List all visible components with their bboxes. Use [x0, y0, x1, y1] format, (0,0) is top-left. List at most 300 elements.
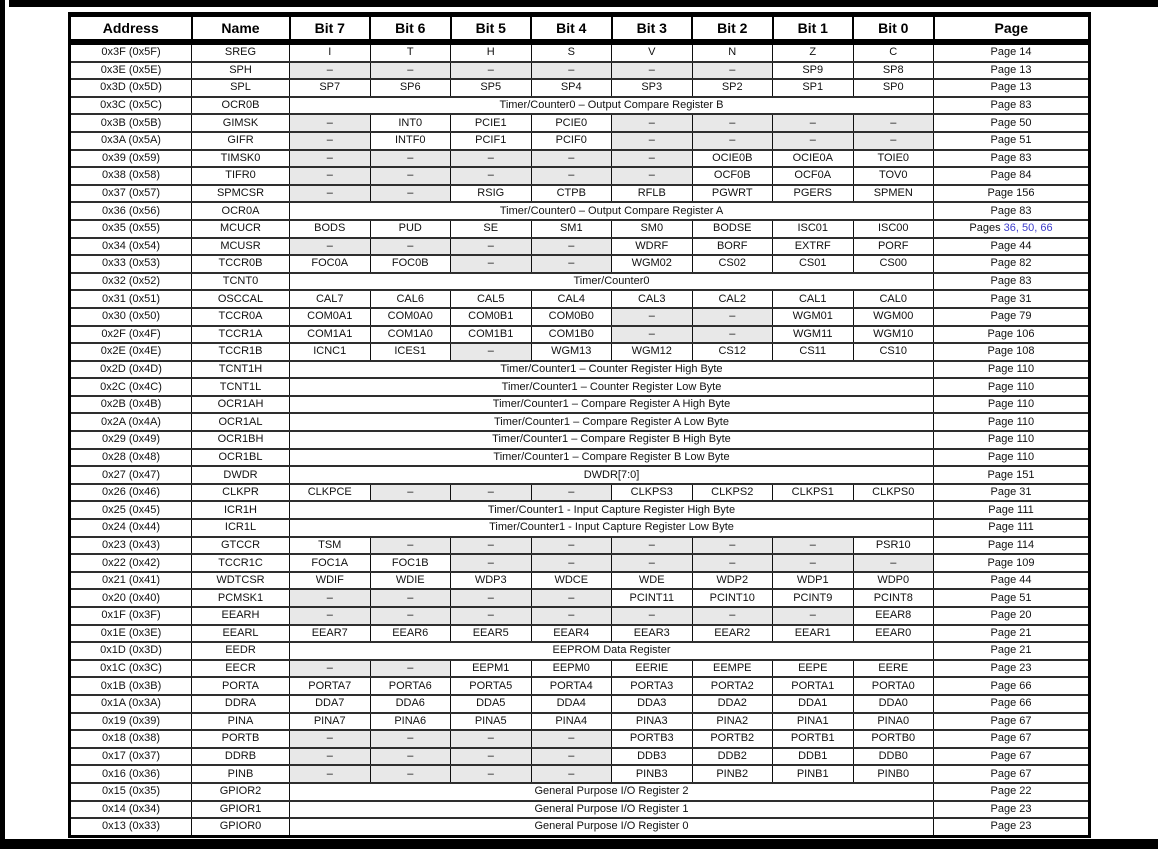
bit-cell: CS10 [853, 343, 934, 361]
table-row [70, 326, 1090, 344]
bit-cell-reserved: – [370, 765, 451, 783]
bit-cell: OCF0B [692, 167, 773, 185]
bit-cell-reserved: – [612, 308, 693, 326]
page-top-border [9, 0, 1158, 7]
bit-cell: PCIE0 [531, 114, 612, 132]
bit-cell-reserved: – [531, 748, 612, 766]
register-name-cell: TCCR0B [192, 255, 290, 273]
table-row [70, 308, 1090, 326]
register-name-cell: PORTA [192, 677, 290, 695]
bit-cell: CS01 [773, 255, 854, 273]
bit-cell-reserved: – [531, 554, 612, 572]
table-row [70, 783, 1090, 801]
bit-cell-reserved: – [853, 114, 934, 132]
page-cell: Page 51 [934, 589, 1090, 607]
register-name-cell: TCCR1B [192, 343, 290, 361]
bit-cell-reserved: – [692, 308, 773, 326]
column-header-bit-0: Bit 0 [853, 15, 934, 43]
bit-cell-reserved: – [692, 132, 773, 150]
register-summary-table [68, 12, 1091, 838]
column-header-name: Name [192, 15, 290, 43]
bit-cell-reserved: – [451, 238, 532, 256]
page-cell: Page 67 [934, 713, 1090, 731]
bit-cell: Z [773, 42, 854, 62]
register-name-cell: OCR1AL [192, 413, 290, 431]
page-left-border [0, 0, 5, 849]
bit-cell: CAL2 [692, 290, 773, 308]
bit-cell: PINA4 [531, 713, 612, 731]
page-cell: Page 23 [934, 660, 1090, 678]
column-header-bit-2: Bit 2 [692, 15, 773, 43]
bit-cell: WGM12 [612, 343, 693, 361]
bit-cell-reserved: – [612, 132, 693, 150]
page-cell: Page 83 [934, 97, 1090, 115]
bit-cell-reserved: – [370, 537, 451, 555]
bit-cell: CAL5 [451, 290, 532, 308]
register-description-cell: Timer/Counter1 - Input Capture Register Low Byte [290, 519, 934, 537]
table-row [70, 642, 1090, 660]
page-cell: Page 14 [934, 42, 1090, 62]
address-cell: 0x15 (0x35) [70, 783, 192, 801]
bit-cell-reserved: – [612, 537, 693, 555]
bit-cell: SE [451, 220, 532, 238]
page-cell: Page 21 [934, 642, 1090, 660]
bit-cell: BODSE [692, 220, 773, 238]
bit-cell-reserved: – [451, 537, 532, 555]
address-cell: 0x3C (0x5C) [70, 97, 192, 115]
bit-cell: PINB3 [612, 765, 693, 783]
bit-cell: DDB0 [853, 748, 934, 766]
bit-cell: DDA0 [853, 695, 934, 713]
bit-cell-reserved: – [531, 238, 612, 256]
bit-cell: SP4 [531, 79, 612, 97]
bit-cell: N [692, 42, 773, 62]
page-cell: Page 66 [934, 677, 1090, 695]
address-cell: 0x16 (0x36) [70, 765, 192, 783]
bit-cell-reserved: – [612, 326, 693, 344]
bit-cell-reserved: – [290, 150, 371, 168]
register-name-cell: OSCCAL [192, 290, 290, 308]
table-row [70, 97, 1090, 115]
register-description-cell: Timer/Counter1 – Counter Register Low Byte [290, 378, 934, 396]
register-description-cell: Timer/Counter0 – Output Compare Register B [290, 97, 934, 115]
bit-cell-reserved: – [451, 730, 532, 748]
bit-cell-reserved: – [451, 167, 532, 185]
bit-cell: WDP3 [451, 572, 532, 590]
bit-cell-reserved: – [370, 660, 451, 678]
register-name-cell: PORTB [192, 730, 290, 748]
bit-cell-reserved: – [370, 730, 451, 748]
bit-cell: COM1B0 [531, 326, 612, 344]
bit-cell: CS00 [853, 255, 934, 273]
register-description-cell: Timer/Counter1 – Counter Register High Byte [290, 361, 934, 379]
bit-cell: PORTA6 [370, 677, 451, 695]
bit-cell: COM0A0 [370, 308, 451, 326]
bit-cell: RSIG [451, 185, 532, 203]
address-cell: 0x14 (0x34) [70, 801, 192, 819]
bit-cell-reserved: – [370, 150, 451, 168]
page-cell: Page 22 [934, 783, 1090, 801]
table-row [70, 220, 1090, 238]
page-link[interactable]: 36, 50, 66 [1003, 222, 1053, 235]
address-cell: 0x2C (0x4C) [70, 378, 192, 396]
bit-cell: WDCE [531, 572, 612, 590]
address-cell: 0x19 (0x39) [70, 713, 192, 731]
address-cell: 0x23 (0x43) [70, 537, 192, 555]
register-name-cell: PINA [192, 713, 290, 731]
bit-cell: I [290, 42, 371, 62]
bit-cell: CAL4 [531, 290, 612, 308]
page-cell: Page 106 [934, 326, 1090, 344]
page-cell: Page 13 [934, 62, 1090, 80]
header-row [70, 15, 1090, 43]
bit-cell: SP2 [692, 79, 773, 97]
bit-cell: DDA3 [612, 695, 693, 713]
bit-cell: PCIF1 [451, 132, 532, 150]
bit-cell: PCINT10 [692, 589, 773, 607]
bit-cell: EERE [853, 660, 934, 678]
bit-cell: TOV0 [853, 167, 934, 185]
register-name-cell: TIMSK0 [192, 150, 290, 168]
page-cell: Page 13 [934, 79, 1090, 97]
table-row [70, 607, 1090, 625]
page-cell: Page 110 [934, 396, 1090, 414]
bit-cell-reserved: – [692, 537, 773, 555]
bit-cell: PCINT11 [612, 589, 693, 607]
bit-cell-reserved: – [370, 62, 451, 80]
register-name-cell: PINB [192, 765, 290, 783]
bit-cell-reserved: – [692, 326, 773, 344]
bit-cell: INTF0 [370, 132, 451, 150]
bit-cell-reserved: – [290, 132, 371, 150]
table-row [70, 202, 1090, 220]
bit-cell: CAL6 [370, 290, 451, 308]
bit-cell-reserved: – [370, 185, 451, 203]
bit-cell: WGM02 [612, 255, 693, 273]
bit-cell: SP3 [612, 79, 693, 97]
register-name-cell: TCNT1H [192, 361, 290, 379]
address-cell: 0x3F (0x5F) [70, 42, 192, 62]
register-name-cell: WDTCSR [192, 572, 290, 590]
bit-cell: FOC1A [290, 554, 371, 572]
table-row [70, 255, 1090, 273]
bit-cell-reserved: – [290, 730, 371, 748]
address-cell: 0x3E (0x5E) [70, 62, 192, 80]
bit-cell: OCIE0B [692, 150, 773, 168]
register-description-cell: Timer/Counter1 – Compare Register B High Byte [290, 431, 934, 449]
address-cell: 0x21 (0x41) [70, 572, 192, 590]
bit-cell-reserved: – [531, 62, 612, 80]
table-row [70, 801, 1090, 819]
address-cell: 0x25 (0x45) [70, 501, 192, 519]
bit-cell: EXTRF [773, 238, 854, 256]
bit-cell: WDIF [290, 572, 371, 590]
table-row [70, 765, 1090, 783]
bit-cell: PORTA7 [290, 677, 371, 695]
bit-cell-reserved: – [451, 255, 532, 273]
column-header-page: Page [934, 15, 1090, 43]
bit-cell: WDRF [612, 238, 693, 256]
bit-cell-reserved: – [853, 554, 934, 572]
bit-cell: PORTB2 [692, 730, 773, 748]
bit-cell-reserved: – [290, 185, 371, 203]
bit-cell: PORTA1 [773, 677, 854, 695]
table-row [70, 466, 1090, 484]
address-cell: 0x29 (0x49) [70, 431, 192, 449]
bit-cell-reserved: – [451, 150, 532, 168]
register-name-cell: TCCR0A [192, 308, 290, 326]
register-name-cell: ICR1L [192, 519, 290, 537]
register-name-cell: SPH [192, 62, 290, 80]
bit-cell-reserved: – [612, 167, 693, 185]
address-cell: 0x2F (0x4F) [70, 326, 192, 344]
bit-cell: CS02 [692, 255, 773, 273]
page-cell: Page 109 [934, 554, 1090, 572]
column-header-bit-7: Bit 7 [290, 15, 371, 43]
table-row [70, 677, 1090, 695]
bit-cell: DDA2 [692, 695, 773, 713]
bit-cell-reserved: – [612, 607, 693, 625]
bit-cell: EEAR5 [451, 625, 532, 643]
bit-cell: CTPB [531, 185, 612, 203]
bit-cell: CS12 [692, 343, 773, 361]
table-row [70, 185, 1090, 203]
bit-cell-reserved: – [370, 484, 451, 502]
bit-cell: PINB2 [692, 765, 773, 783]
bit-cell: EEAR0 [853, 625, 934, 643]
table-row [70, 730, 1090, 748]
register-description-cell: Timer/Counter0 [290, 273, 934, 291]
bit-cell-reserved: – [290, 748, 371, 766]
bit-cell-reserved: – [531, 607, 612, 625]
page-cell: Page 114 [934, 537, 1090, 555]
bit-cell-reserved: – [773, 132, 854, 150]
bit-cell-reserved: – [612, 150, 693, 168]
bit-cell: PGWRT [692, 185, 773, 203]
column-header-bit-3: Bit 3 [612, 15, 693, 43]
register-description-cell: General Purpose I/O Register 1 [290, 801, 934, 819]
address-cell: 0x22 (0x42) [70, 554, 192, 572]
bit-cell-reserved: – [451, 62, 532, 80]
column-header-bit-4: Bit 4 [531, 15, 612, 43]
bit-cell-reserved: – [451, 765, 532, 783]
register-name-cell: SREG [192, 42, 290, 62]
register-name-cell: CLKPR [192, 484, 290, 502]
page-cell: Page 31 [934, 290, 1090, 308]
bit-cell: PORTA3 [612, 677, 693, 695]
address-cell: 0x2D (0x4D) [70, 361, 192, 379]
table-row [70, 343, 1090, 361]
page-cell: Page 21 [934, 625, 1090, 643]
bit-cell: DDB3 [612, 748, 693, 766]
bit-cell: SP6 [370, 79, 451, 97]
bit-cell-reserved: – [612, 114, 693, 132]
bit-cell-reserved: – [531, 765, 612, 783]
bit-cell: PGERS [773, 185, 854, 203]
table-row [70, 748, 1090, 766]
table-row [70, 537, 1090, 555]
bit-cell: S [531, 42, 612, 62]
table-row [70, 132, 1090, 150]
bit-cell: EEAR7 [290, 625, 371, 643]
address-cell: 0x1F (0x3F) [70, 607, 192, 625]
address-cell: 0x1E (0x3E) [70, 625, 192, 643]
bit-cell: CLKPCE [290, 484, 371, 502]
bit-cell-reserved: – [370, 589, 451, 607]
bit-cell: COM0B0 [531, 308, 612, 326]
table-row [70, 273, 1090, 291]
address-cell: 0x1D (0x3D) [70, 642, 192, 660]
address-cell: 0x34 (0x54) [70, 238, 192, 256]
register-name-cell: EECR [192, 660, 290, 678]
bit-cell: SP1 [773, 79, 854, 97]
bit-cell: SM0 [612, 220, 693, 238]
address-cell: 0x30 (0x50) [70, 308, 192, 326]
bit-cell: PCINT8 [853, 589, 934, 607]
bit-cell: WGM00 [853, 308, 934, 326]
bit-cell: PINA3 [612, 713, 693, 731]
bit-cell: EEMPE [692, 660, 773, 678]
address-cell: 0x33 (0x53) [70, 255, 192, 273]
bit-cell: SP9 [773, 62, 854, 80]
bit-cell: EEAR4 [531, 625, 612, 643]
page-cell: Page 66 [934, 695, 1090, 713]
table-row [70, 589, 1090, 607]
address-cell: 0x3B (0x5B) [70, 114, 192, 132]
page-cell: Page 110 [934, 431, 1090, 449]
bit-cell: COM1B1 [451, 326, 532, 344]
register-name-cell: MCUCR [192, 220, 290, 238]
table-row [70, 238, 1090, 256]
table-row [70, 713, 1090, 731]
address-cell: 0x2E (0x4E) [70, 343, 192, 361]
address-cell: 0x3A (0x5A) [70, 132, 192, 150]
bit-cell: WDP2 [692, 572, 773, 590]
address-cell: 0x1A (0x3A) [70, 695, 192, 713]
bit-cell: PUD [370, 220, 451, 238]
bit-cell: SPMEN [853, 185, 934, 203]
page-cell: Page 110 [934, 378, 1090, 396]
address-cell: 0x36 (0x56) [70, 202, 192, 220]
page-cell: Page 84 [934, 167, 1090, 185]
bit-cell-reserved: – [370, 748, 451, 766]
address-cell: 0x20 (0x40) [70, 589, 192, 607]
address-cell: 0x1C (0x3C) [70, 660, 192, 678]
bit-cell: CLKPS2 [692, 484, 773, 502]
bit-cell-reserved: – [612, 62, 693, 80]
register-description-cell: EEPROM Data Register [290, 642, 934, 660]
bit-cell-reserved: – [531, 589, 612, 607]
register-name-cell: TCCR1C [192, 554, 290, 572]
address-cell: 0x38 (0x58) [70, 167, 192, 185]
bit-cell: OCIE0A [773, 150, 854, 168]
register-name-cell: OCR1AH [192, 396, 290, 414]
bit-cell: PINA1 [773, 713, 854, 731]
bit-cell-reserved: – [612, 554, 693, 572]
bit-cell: SP8 [853, 62, 934, 80]
bit-cell-reserved: – [290, 62, 371, 80]
bit-cell: SM1 [531, 220, 612, 238]
register-description-cell: Timer/Counter1 – Compare Register B Low Byte [290, 449, 934, 467]
bit-cell: FOC0A [290, 255, 371, 273]
register-name-cell: DDRB [192, 748, 290, 766]
bit-cell: C [853, 42, 934, 62]
page-cell: Page 111 [934, 501, 1090, 519]
bit-cell: DDA4 [531, 695, 612, 713]
table-row [70, 572, 1090, 590]
bit-cell: PINA2 [692, 713, 773, 731]
bit-cell: INT0 [370, 114, 451, 132]
bit-cell: WGM13 [531, 343, 612, 361]
register-name-cell: OCR1BH [192, 431, 290, 449]
bit-cell: EEPM1 [451, 660, 532, 678]
bit-cell: RFLB [612, 185, 693, 203]
register-name-cell: OCR0B [192, 97, 290, 115]
bit-cell-reserved: – [370, 607, 451, 625]
register-description-cell: Timer/Counter1 – Compare Register A High Byte [290, 396, 934, 414]
table-row [70, 695, 1090, 713]
register-description-cell: General Purpose I/O Register 2 [290, 783, 934, 801]
bit-cell: EEPM0 [531, 660, 612, 678]
bit-cell: CAL0 [853, 290, 934, 308]
bit-cell: T [370, 42, 451, 62]
page-cell: Page 79 [934, 308, 1090, 326]
bit-cell-reserved: – [692, 114, 773, 132]
table-row [70, 150, 1090, 168]
bit-cell: PINA5 [451, 713, 532, 731]
bit-cell: CAL1 [773, 290, 854, 308]
column-header-bit-6: Bit 6 [370, 15, 451, 43]
register-name-cell: OCR1BL [192, 449, 290, 467]
address-cell: 0x2B (0x4B) [70, 396, 192, 414]
bit-cell: DDA7 [290, 695, 371, 713]
bit-cell: PORTB1 [773, 730, 854, 748]
bit-cell: SP5 [451, 79, 532, 97]
bit-cell-reserved: – [531, 484, 612, 502]
address-cell: 0x32 (0x52) [70, 273, 192, 291]
address-cell: 0x13 (0x33) [70, 818, 192, 836]
table-row [70, 79, 1090, 97]
table-row [70, 484, 1090, 502]
address-cell: 0x17 (0x37) [70, 748, 192, 766]
table-row [70, 396, 1090, 414]
register-name-cell: SPL [192, 79, 290, 97]
bit-cell: V [612, 42, 693, 62]
bit-cell: WDIE [370, 572, 451, 590]
table-row [70, 660, 1090, 678]
bit-cell-reserved: – [773, 607, 854, 625]
bit-cell-reserved: – [773, 554, 854, 572]
bit-cell: DDA1 [773, 695, 854, 713]
bit-cell: CLKPS0 [853, 484, 934, 502]
bit-cell-reserved: – [290, 589, 371, 607]
address-cell: 0x1B (0x3B) [70, 677, 192, 695]
bit-cell-reserved: – [692, 554, 773, 572]
register-name-cell: TCCR1A [192, 326, 290, 344]
bit-cell: CS11 [773, 343, 854, 361]
bit-cell: WDE [612, 572, 693, 590]
page-cell: Page 110 [934, 449, 1090, 467]
bit-cell-reserved: – [853, 132, 934, 150]
column-header-address: Address [70, 15, 192, 43]
bit-cell: OCF0A [773, 167, 854, 185]
page-cell: Page 151 [934, 466, 1090, 484]
bit-cell: WGM11 [773, 326, 854, 344]
bit-cell: CAL3 [612, 290, 693, 308]
page-cell: Page 108 [934, 343, 1090, 361]
bit-cell: PINA7 [290, 713, 371, 731]
register-name-cell: TCNT0 [192, 273, 290, 291]
